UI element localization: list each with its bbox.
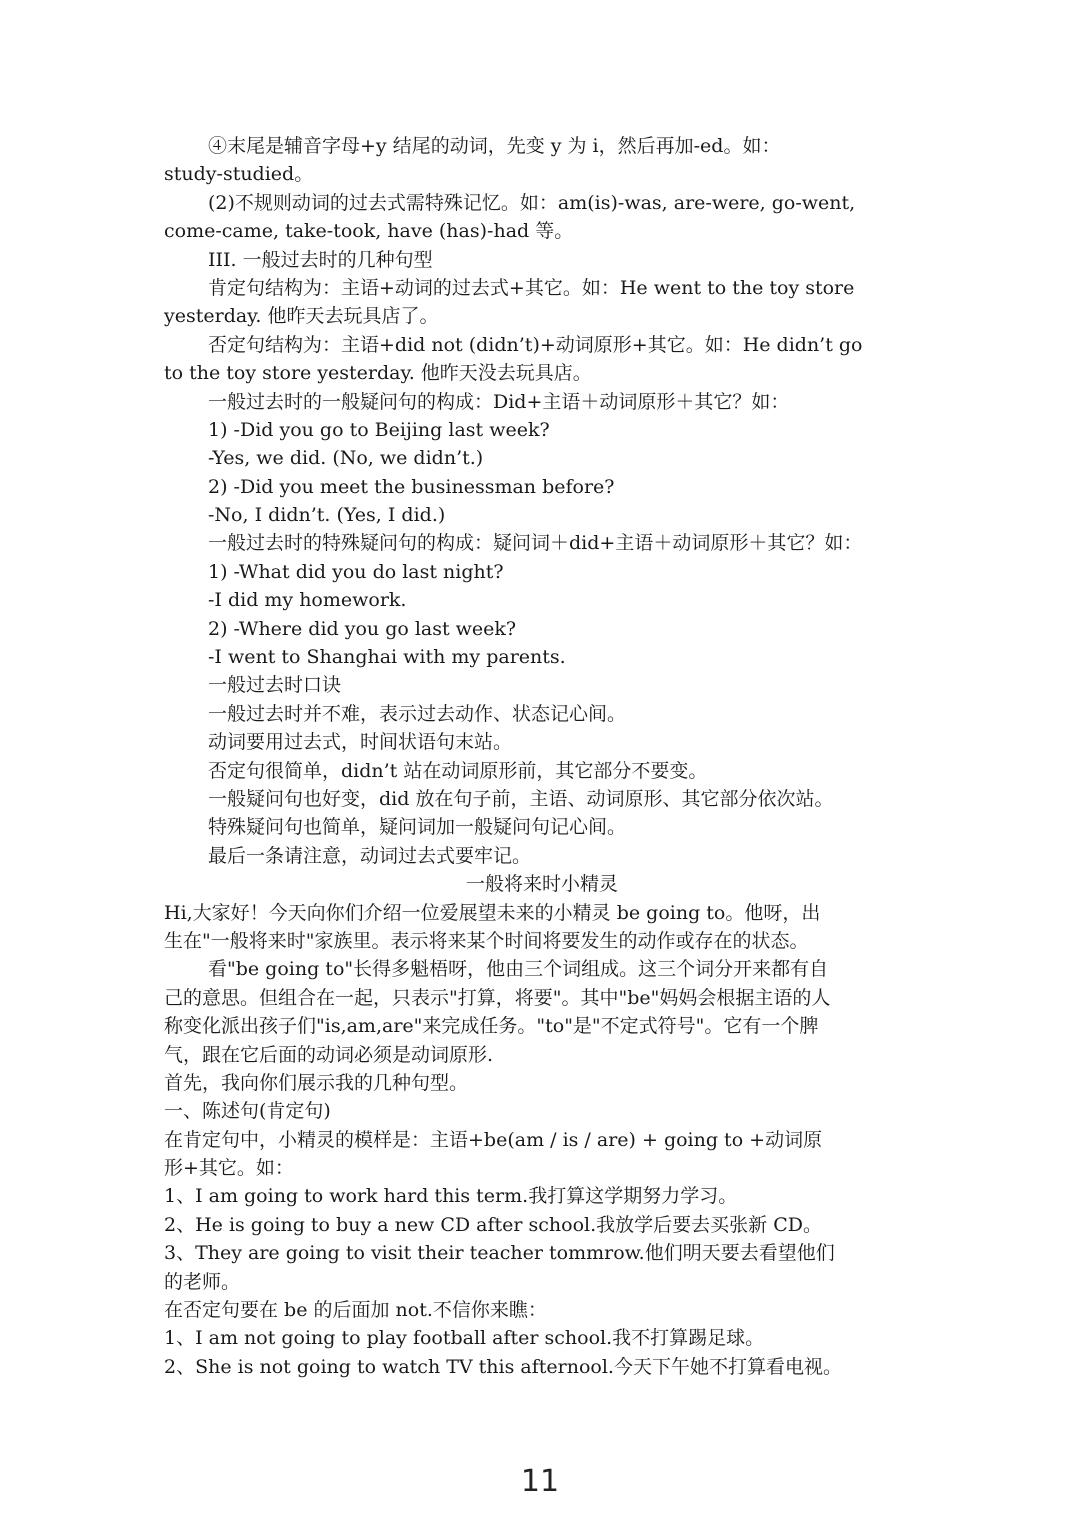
text-line: 3、They are going to visit their teacher tommrow.他们明天要去看望他们 (164, 1242, 835, 1265)
text-line: (2)不规则动词的过去式需特殊记忆。如：am(is)-was, are-were, go-went, (208, 191, 856, 214)
text-line: 1) -What did you do last night? (208, 560, 504, 583)
text-line: 2、He is going to buy a new CD after school.我放学后要去买张新 CD。 (164, 1213, 822, 1236)
text-line: 1、I am not going to play football after school.我不打算踢足球。 (164, 1327, 765, 1350)
text-line: 否定句结构为：主语+did not (didn’t)+动词原形+其它。如：He didn’t go (208, 333, 863, 356)
text-line: 肯定句结构为：主语+动词的过去式+其它。如：He went to the toy store (208, 276, 855, 299)
document-body (164, 132, 920, 1381)
text-line: 形+其它。如： (164, 1157, 294, 1180)
text-line: 2) -Did you meet the businessman before? (208, 475, 615, 498)
text-line: yesterday. 他昨天去玩具店了。 (164, 305, 439, 328)
text-line: 看"be going to"长得多魁梧呀，他由三个词组成。这三个词分开来都有自 (208, 958, 829, 981)
text-line: 气，跟在它后面的动词必须是动词原形. (164, 1043, 494, 1066)
text-line: 己的意思。但组合在一起，只表示"打算，将要"。其中"be"妈妈会根据主语的人 (164, 986, 831, 1009)
text-line: ④末尾是辅音字母+y 结尾的动词，先变 y 为 i，然后再加-ed。如： (208, 135, 781, 157)
text-line: 动词要用过去式，时间状语句末站。 (208, 731, 513, 754)
text-line: 2) -Where did you go last week? (208, 617, 517, 640)
text-line: 一般过去时的一般疑问句的构成：Did+主语＋动词原形＋其它？如： (208, 390, 790, 413)
text-line: 的老师。 (164, 1270, 241, 1293)
text-line: -I did my homework. (208, 589, 407, 612)
text-line: -I went to Shanghai with my parents. (208, 646, 566, 669)
text-line: 在肯定句中，小精灵的模样是：主语+be(am / is / are) + going to +动词原 (164, 1128, 823, 1151)
text-line: -Yes, we did. (No, we didn’t.) (208, 447, 484, 470)
section-heading: 一般将来时小精灵 (465, 873, 618, 896)
text-line: 一、陈述句(肯定句) (164, 1100, 331, 1123)
text-line: 1) -Did you go to Beijing last week? (208, 418, 550, 441)
text-line: 一般过去时并不难，表示过去动作、状态记心间。 (208, 702, 627, 725)
text-line: to the toy store yesterday. 他昨天没去玩具店。 (164, 362, 592, 385)
text-line: come-came, take-took, have (has)-had 等。 (164, 220, 574, 243)
text-line: 生在"一般将来时"家族里。表示将来某个时间将要发生的动作或存在的状态。 (164, 929, 809, 952)
text-line: 称变化派出孩子们"is,am,are"来完成任务。"to"是"不定式符号"。它有一个脾 (164, 1015, 819, 1038)
text-line: 一般过去时口诀 (208, 674, 342, 697)
text-line: 首先，我向你们展示我的几种句型。 (164, 1071, 469, 1094)
text-line: 在否定句要在 be 的后面加 not.不信你来瞧： (164, 1299, 547, 1322)
text-line: 特殊疑问句也简单，疑问词加一般疑问句记心间。 (208, 816, 627, 839)
text-line: III. 一般过去时的几种句型 (208, 248, 433, 271)
text-line: Hi,大家好！今天向你们介绍一位爱展望未来的小精灵 be going to。他呀，出 (164, 901, 821, 924)
text-line: study-studied。 (164, 163, 314, 186)
text-line: 一般疑问句也好变，did 放在句子前，主语、动词原形、其它部分依次站。 (208, 787, 834, 810)
page-number: 11 (520, 1464, 560, 1499)
text-line: 2、She is not going to watch TV this afternool.今天下午她不打算看电视。 (164, 1355, 842, 1378)
text-line: 最后一条请注意，动词过去式要牢记。 (208, 844, 532, 867)
text-line: 一般过去时的特殊疑问句的构成：疑问词＋did+主语＋动词原形＋其它？如： (208, 532, 863, 555)
text-line: -No, I didn’t. (Yes, I did.) (208, 504, 446, 527)
text-line: 否定句很简单，didn’t 站在动词原形前，其它部分不要变。 (208, 759, 708, 782)
text-line: 1、I am going to work hard this term.我打算这学期努力学习。 (164, 1185, 738, 1208)
